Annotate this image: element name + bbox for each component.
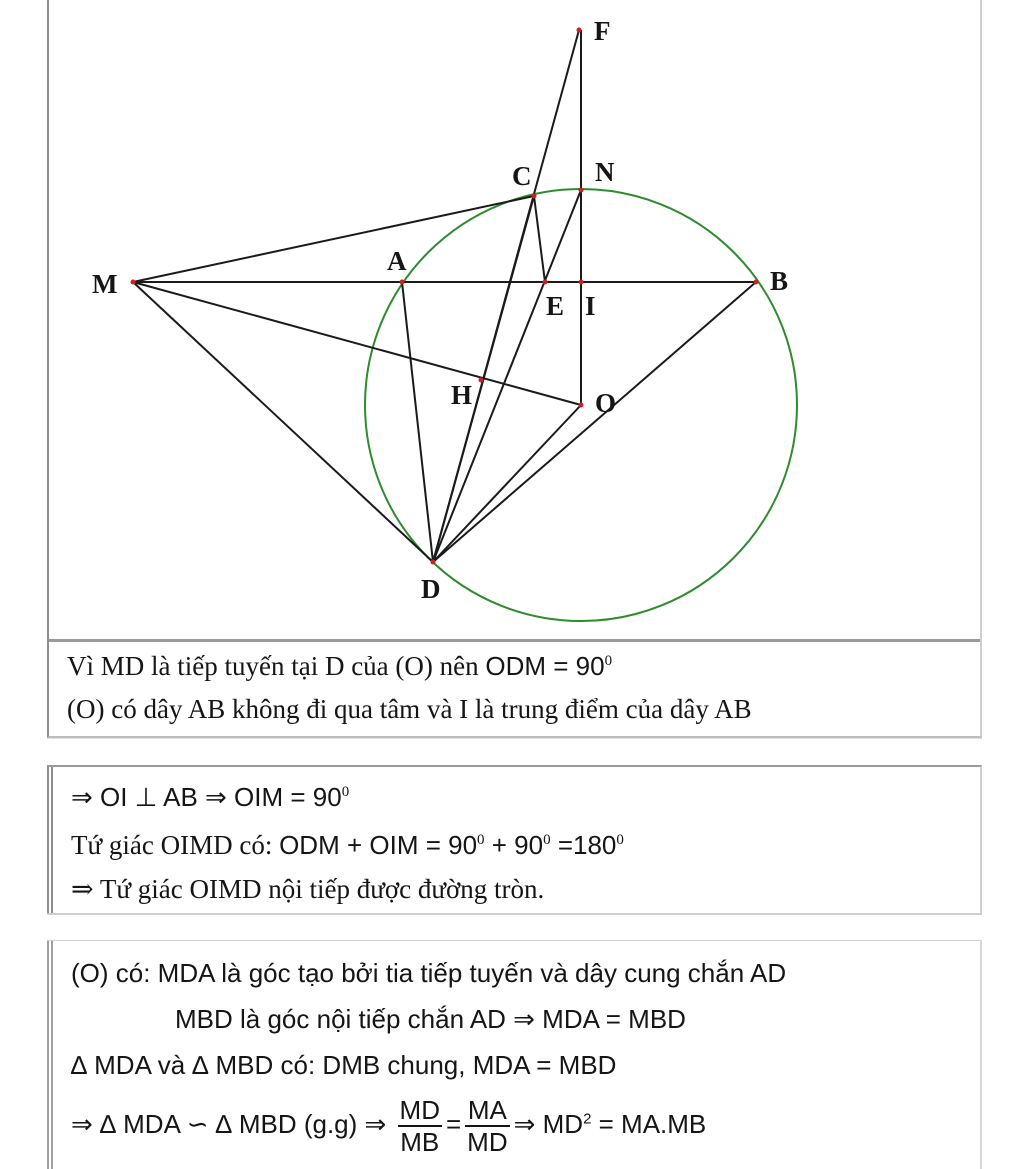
panel-divider — [49, 639, 980, 642]
fraction-numerator: MA — [465, 1095, 509, 1127]
math-angle-odm: ODM = 90 — [485, 651, 605, 681]
degree-exp: 0 — [477, 832, 485, 848]
point-i — [579, 280, 584, 285]
degree-exp: 0 — [341, 784, 350, 800]
point-f — [577, 28, 582, 33]
line-db — [433, 282, 756, 562]
point-c — [532, 194, 537, 199]
panel-left-bar — [47, 941, 53, 1169]
line-mc — [133, 196, 534, 282]
label-h: H — [451, 380, 473, 410]
line-dn — [433, 190, 581, 562]
label-d: D — [421, 574, 441, 604]
math-oi-perp-ab: ⇒ OI ⊥ AB ⇒ OIM = 90 — [71, 782, 342, 812]
geometry-figure — [49, 0, 984, 640]
label-f: F — [594, 16, 611, 46]
line-ce — [534, 196, 545, 282]
text-line-3: ∆ MDA và ∆ MBD có: DMB chung, MDA = MBD — [71, 1050, 617, 1080]
degree-exp: 0 — [604, 653, 613, 669]
points — [131, 28, 759, 565]
point-d — [431, 560, 436, 565]
text-line-4 — [71, 1091, 706, 1157]
point-h — [479, 378, 484, 383]
similar-triangles-text: ⇒ ∆ MDA ∽ ∆ MBD (g.g) ⇒ — [71, 1109, 394, 1139]
construction-lines — [133, 30, 756, 562]
text-line-1 — [71, 781, 349, 813]
statement-text: Tứ giác OIMD có: — [71, 830, 280, 860]
square-exp: 2 — [583, 1110, 592, 1128]
fraction-ma-md — [465, 1095, 509, 1157]
point-b — [754, 280, 759, 285]
math-sum-part1: ODM + OIM = 90 — [279, 830, 478, 860]
label-n: N — [595, 157, 615, 187]
label-m: M — [92, 269, 118, 299]
point-m — [131, 280, 136, 285]
label-e: E — [546, 291, 565, 321]
point-n — [579, 188, 584, 193]
label-b: B — [770, 266, 789, 296]
math-sum-part2: + 90 — [484, 830, 544, 860]
point-a — [400, 280, 405, 285]
text-line-2: MBD là góc nội tiếp chắn AD ⇒ MDA = MBD — [175, 1004, 686, 1034]
label-i: I — [585, 291, 596, 321]
fraction-numerator: MD — [399, 1095, 440, 1126]
point-o — [579, 403, 584, 408]
point-e — [543, 280, 548, 285]
fraction-md-mb — [398, 1095, 442, 1157]
fraction-denominator: MB — [400, 1127, 440, 1158]
proof-panel-3 — [47, 940, 982, 1169]
label-a: A — [387, 246, 407, 276]
statement-text: Vì MD là tiếp tuyến tại D của (O) nên — [67, 651, 486, 681]
math-sum-part3: =180 — [550, 830, 617, 860]
figure-panel — [47, 0, 982, 738]
text-line-1 — [67, 650, 612, 682]
panel-left-bar — [47, 767, 53, 913]
text-line-2: (O) có dây AB không đi qua tâm và I là trung điểm của dây AB — [67, 694, 752, 724]
fraction-denominator: MD — [467, 1127, 508, 1158]
label-o: O — [595, 388, 617, 418]
degree-exp: 0 — [543, 832, 551, 848]
result-tail: = MA.MB — [591, 1109, 707, 1139]
line-ad — [402, 282, 433, 562]
label-c: C — [512, 161, 532, 191]
equals-sign: = — [445, 1109, 462, 1139]
text-line-2 — [71, 829, 624, 861]
result-text: ⇒ MD — [513, 1109, 584, 1139]
text-line-3: ⇒ Tứ giác OIMD nội tiếp được đường tròn. — [71, 874, 545, 904]
degree-exp: 0 — [616, 832, 624, 848]
text-line-1: (O) có: MDA là góc tạo bởi tia tiếp tuyến và dây cung chắn AD — [71, 958, 787, 988]
proof-panel-2 — [47, 765, 982, 915]
